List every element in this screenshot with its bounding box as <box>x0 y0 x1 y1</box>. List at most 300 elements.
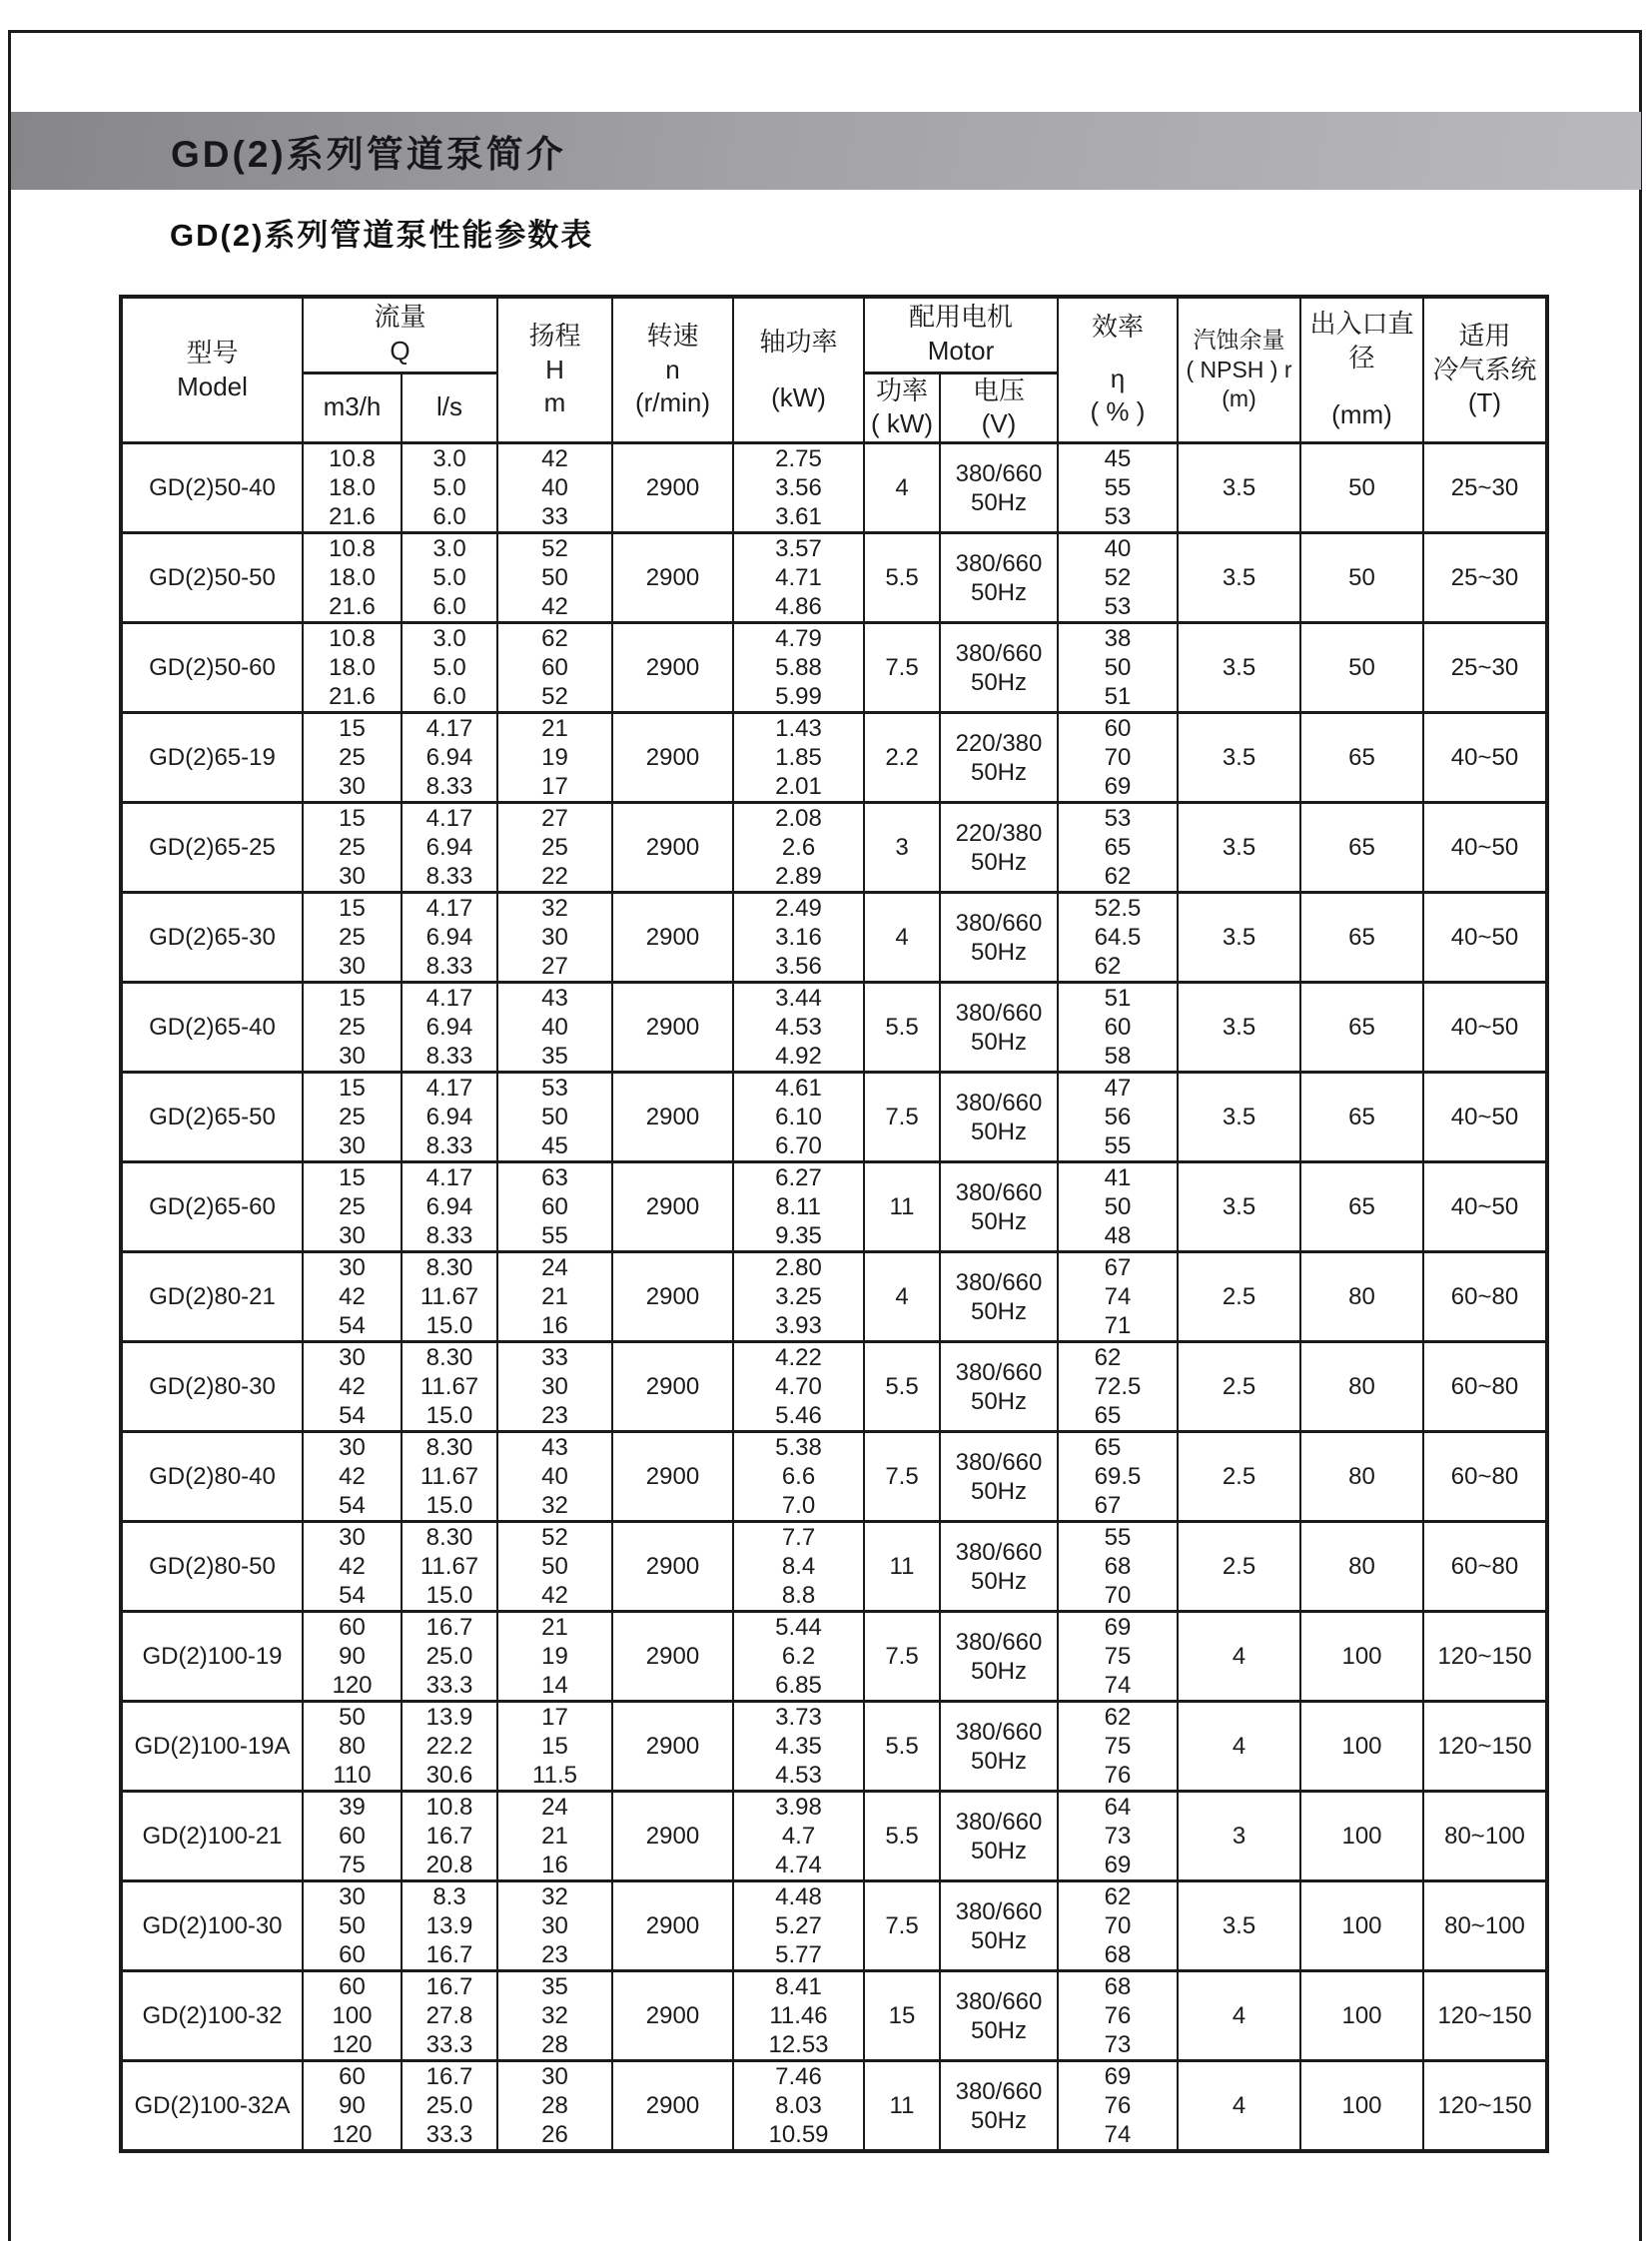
cell-head-line: 42 <box>541 1582 568 1610</box>
cell-flow-m3h-line: 30 <box>339 1344 366 1372</box>
cell-head <box>497 1971 612 2061</box>
cell-efficiency <box>1058 1522 1178 1612</box>
cell-shaft-power-line: 2.6 <box>781 834 816 862</box>
cell-model: GD(2)65-19 <box>121 713 303 803</box>
cell-efficiency-line: 55 <box>1104 1524 1132 1552</box>
cell-shaft-power-line: 3.57 <box>775 535 822 563</box>
cell-shaft-power <box>733 533 864 623</box>
cell-flow-m3h-line: 60 <box>339 1614 366 1642</box>
cell-efficiency-line: 67 <box>1094 1492 1122 1520</box>
cell-flow-m3h <box>303 443 402 533</box>
cell-efficiency-line: 55 <box>1104 474 1132 502</box>
cell-shaft-power-line: 5.38 <box>775 1434 822 1462</box>
cell-flow-ls <box>402 983 497 1073</box>
cell-shaft-power <box>733 893 864 983</box>
cell-npsh: 3.5 <box>1178 1881 1300 1971</box>
cell-head <box>497 533 612 623</box>
cell-flow-ls <box>402 533 497 623</box>
cell-application-range: 80~100 <box>1423 1792 1547 1881</box>
cell-flow-ls-line: 5.0 <box>432 654 466 682</box>
cell-flow-m3h <box>303 713 402 803</box>
cell-flow-m3h-line: 18.0 <box>329 474 376 502</box>
table-row <box>121 623 1547 713</box>
cell-motor-power: 7.5 <box>864 623 940 713</box>
cell-efficiency <box>1058 533 1178 623</box>
cell-head-line: 22 <box>541 863 568 891</box>
cell-voltage-line: 50Hz <box>970 1387 1028 1415</box>
cell-head-line: 17 <box>541 773 568 801</box>
cell-voltage-line: 380/660 <box>955 1628 1043 1656</box>
cell-application-range: 40~50 <box>1423 893 1547 983</box>
cell-head-line: 62 <box>541 625 568 653</box>
cell-flow-ls <box>402 1342 497 1432</box>
cell-head-line: 28 <box>541 2031 568 2059</box>
cell-shaft-power <box>733 983 864 1073</box>
cell-efficiency-line: 76 <box>1104 2092 1132 2120</box>
cell-shaft-power <box>733 1342 864 1432</box>
cell-head <box>497 803 612 893</box>
cell-shaft-power <box>733 1612 864 1702</box>
cell-motor-power: 3 <box>864 803 940 893</box>
cell-voltage-line: 50Hz <box>970 2016 1028 2044</box>
cell-speed: 2900 <box>612 713 733 803</box>
cell-flow-ls-line: 11.67 <box>419 1553 479 1581</box>
cell-flow-m3h-line: 50 <box>339 1704 366 1732</box>
cell-motor-power: 7.5 <box>864 1432 940 1522</box>
cell-efficiency-line: 74 <box>1104 1283 1132 1311</box>
cell-flow-ls <box>402 1971 497 2061</box>
cell-head-line: 15 <box>541 1733 568 1761</box>
col-header-flow-zh: 流量 <box>374 302 426 333</box>
col-header-eff-symbol: η <box>1110 363 1126 393</box>
cell-flow-ls-line: 13.9 <box>425 1912 473 1940</box>
col-header-npsh <box>1178 297 1300 443</box>
cell-shaft-power-line: 4.53 <box>775 1014 822 1042</box>
cell-efficiency <box>1058 1971 1178 2061</box>
col-header-dia-zh: 出入口直径 <box>1309 308 1414 373</box>
cell-efficiency <box>1058 1612 1178 1702</box>
cell-flow-ls-line: 15.0 <box>425 1312 473 1340</box>
cell-flow-ls-line: 8.30 <box>425 1344 473 1372</box>
cell-efficiency-line: 75 <box>1104 1643 1132 1671</box>
cell-efficiency-line: 69 <box>1104 1852 1132 1879</box>
cell-shaft-power-line: 9.35 <box>775 1222 822 1250</box>
cell-efficiency <box>1058 1073 1178 1162</box>
cell-efficiency-line: 48 <box>1104 1222 1132 1250</box>
cell-flow-ls-line: 4.17 <box>425 895 473 923</box>
cell-efficiency-line: 76 <box>1104 1762 1132 1790</box>
cell-voltage-line: 220/380 <box>955 729 1043 757</box>
cell-npsh: 3.5 <box>1178 533 1300 623</box>
cell-flow-ls-line: 8.30 <box>425 1524 473 1552</box>
cell-voltage <box>940 1342 1058 1432</box>
table-row <box>121 713 1547 803</box>
cell-shaft-power <box>733 1252 864 1342</box>
cell-shaft-power-line: 5.88 <box>775 654 822 682</box>
cell-shaft-power-line: 8.11 <box>776 1193 821 1221</box>
cell-efficiency-line: 70 <box>1104 1582 1132 1610</box>
cell-head-line: 60 <box>541 654 568 682</box>
cell-shaft-power <box>733 1702 864 1792</box>
cell-flow-ls-line: 33.3 <box>425 1672 473 1700</box>
table-row <box>121 1792 1547 1881</box>
cell-head-line: 14 <box>541 1672 568 1700</box>
cell-efficiency-line: 64 <box>1104 1794 1132 1822</box>
cell-application-range: 40~50 <box>1423 983 1547 1073</box>
cell-head <box>497 1342 612 1432</box>
cell-efficiency <box>1058 803 1178 893</box>
cell-efficiency <box>1058 713 1178 803</box>
cell-voltage <box>940 1702 1058 1792</box>
col-header-diameter <box>1300 297 1423 443</box>
cell-shaft-power-line: 4.79 <box>775 625 822 653</box>
cell-motor-power: 7.5 <box>864 1881 940 1971</box>
cell-diameter: 65 <box>1300 1162 1423 1252</box>
cell-voltage-line: 380/660 <box>955 1538 1043 1566</box>
col-header-app-zh1: 适用 <box>1458 320 1511 351</box>
cell-motor-power: 2.2 <box>864 713 940 803</box>
cell-model: GD(2)80-30 <box>121 1342 303 1432</box>
cell-speed: 2900 <box>612 983 733 1073</box>
cell-flow-ls-line: 16.7 <box>425 1823 473 1851</box>
cell-speed: 2900 <box>612 1881 733 1971</box>
cell-efficiency-line: 65 <box>1104 834 1132 862</box>
cell-voltage-line: 50Hz <box>970 668 1028 696</box>
cell-efficiency-line: 56 <box>1104 1104 1132 1131</box>
cell-flow-m3h-line: 54 <box>339 1582 366 1610</box>
cell-head-line: 16 <box>541 1852 568 1879</box>
table-row <box>121 1162 1547 1252</box>
cell-flow-m3h-line: 18.0 <box>329 654 376 682</box>
cell-flow-ls-line: 10.8 <box>425 1794 473 1822</box>
cell-flow-ls-line: 3.0 <box>432 535 466 563</box>
cell-shaft-power-line: 2.80 <box>775 1254 822 1282</box>
col-header-model <box>121 297 303 443</box>
cell-efficiency <box>1058 1252 1178 1342</box>
cell-voltage <box>940 713 1058 803</box>
cell-shaft-power-line: 6.10 <box>775 1104 822 1131</box>
cell-flow-ls-line: 11.67 <box>419 1373 479 1401</box>
cell-head-line: 11.5 <box>532 1762 577 1790</box>
cell-head-line: 53 <box>541 1075 568 1103</box>
cell-head <box>497 1252 612 1342</box>
cell-voltage <box>940 1971 1058 2061</box>
cell-flow-m3h-line: 110 <box>333 1762 372 1790</box>
cell-shaft-power <box>733 623 864 713</box>
cell-model: GD(2)80-40 <box>121 1432 303 1522</box>
cell-model: GD(2)65-60 <box>121 1162 303 1252</box>
cell-flow-m3h-line: 60 <box>339 1941 366 1969</box>
cell-flow-ls-line: 8.33 <box>425 863 473 891</box>
cell-efficiency-line: 38 <box>1104 625 1132 653</box>
cell-head-line: 42 <box>541 593 568 621</box>
cell-flow-ls-line: 27.8 <box>425 2002 473 2030</box>
cell-efficiency-line: 65 <box>1094 1434 1122 1462</box>
cell-model: GD(2)100-21 <box>121 1792 303 1881</box>
cell-flow-ls <box>402 1162 497 1252</box>
cell-application-range: 80~100 <box>1423 1881 1547 1971</box>
cell-flow-ls-line: 8.30 <box>425 1434 473 1462</box>
col-header-motor-power <box>864 373 940 443</box>
cell-flow-ls-line: 6.94 <box>425 1193 473 1221</box>
cell-flow-ls <box>402 1252 497 1342</box>
cell-voltage <box>940 1073 1058 1162</box>
table-row <box>121 2061 1547 2152</box>
cell-motor-power: 15 <box>864 1971 940 2061</box>
table-row <box>121 533 1547 623</box>
cell-model: GD(2)65-40 <box>121 983 303 1073</box>
cell-efficiency <box>1058 623 1178 713</box>
col-header-model-en: Model <box>177 371 248 401</box>
cell-speed: 2900 <box>612 1612 733 1702</box>
cell-voltage-line: 50Hz <box>970 578 1028 606</box>
cell-efficiency-line: 62 <box>1094 1344 1122 1372</box>
cell-shaft-power-line: 4.92 <box>775 1043 822 1071</box>
cell-flow-ls-line: 16.7 <box>425 1614 473 1642</box>
cell-application-range: 120~150 <box>1423 2061 1547 2152</box>
cell-shaft-power-line: 8.41 <box>775 1973 822 2001</box>
cell-flow-m3h <box>303 1702 402 1792</box>
cell-voltage-line: 50Hz <box>970 848 1028 876</box>
cell-flow-ls-line: 15.0 <box>425 1402 473 1430</box>
cell-application-range: 40~50 <box>1423 803 1547 893</box>
cell-flow-m3h-line: 30 <box>339 1043 366 1071</box>
cell-flow-ls-line: 3.0 <box>432 625 466 653</box>
cell-diameter: 65 <box>1300 1073 1423 1162</box>
cell-flow-m3h-line: 25 <box>339 834 366 862</box>
cell-voltage-line: 380/660 <box>955 1268 1043 1296</box>
cell-shaft-power-line: 3.44 <box>775 985 822 1013</box>
cell-shaft-power-line: 5.77 <box>775 1941 822 1969</box>
cell-efficiency-line: 50 <box>1104 1193 1132 1221</box>
cell-flow-ls-line: 4.17 <box>425 805 473 833</box>
cell-flow-m3h-line: 60 <box>339 1823 366 1851</box>
cell-head-line: 33 <box>541 503 568 531</box>
cell-diameter: 80 <box>1300 1252 1423 1342</box>
cell-flow-ls-line: 4.17 <box>425 1075 473 1103</box>
cell-head-line: 43 <box>541 1434 568 1462</box>
cell-shaft-power-line: 4.35 <box>775 1733 822 1761</box>
cell-diameter: 50 <box>1300 533 1423 623</box>
cell-flow-ls <box>402 2061 497 2152</box>
pump-spec-table <box>119 295 1549 2153</box>
cell-voltage <box>940 1612 1058 1702</box>
cell-flow-ls <box>402 1612 497 1702</box>
cell-model: GD(2)50-40 <box>121 443 303 533</box>
cell-voltage-line: 380/660 <box>955 1718 1043 1746</box>
cell-speed: 2900 <box>612 533 733 623</box>
cell-flow-ls <box>402 1702 497 1792</box>
col-header-head-unit: m <box>543 387 566 418</box>
cell-flow-m3h-line: 30 <box>339 1222 366 1250</box>
cell-diameter: 50 <box>1300 443 1423 533</box>
cell-diameter: 100 <box>1300 2061 1423 2152</box>
cell-voltage-line: 380/660 <box>955 2077 1043 2105</box>
cell-shaft-power-line: 4.86 <box>775 593 822 621</box>
cell-efficiency-line: 53 <box>1104 503 1132 531</box>
cell-head-line: 50 <box>541 564 568 592</box>
cell-voltage <box>940 443 1058 533</box>
cell-flow-m3h-line: 25 <box>339 1193 366 1221</box>
cell-shaft-power-line: 6.2 <box>781 1643 816 1671</box>
col-header-flow <box>303 297 497 373</box>
cell-efficiency-line: 62 <box>1104 863 1132 891</box>
cell-voltage-line: 50Hz <box>970 1657 1028 1685</box>
cell-application-range: 25~30 <box>1423 533 1547 623</box>
cell-flow-m3h-line: 10.8 <box>329 625 376 653</box>
cell-shaft-power <box>733 1881 864 1971</box>
cell-head <box>497 1702 612 1792</box>
cell-shaft-power-line: 1.85 <box>775 744 822 772</box>
cell-flow-ls-line: 16.7 <box>425 1941 473 1969</box>
cell-shaft-power-line: 7.0 <box>781 1492 816 1520</box>
cell-application-range: 60~80 <box>1423 1522 1547 1612</box>
cell-flow-m3h <box>303 983 402 1073</box>
cell-application-range: 25~30 <box>1423 623 1547 713</box>
cell-motor-power: 11 <box>864 1522 940 1612</box>
cell-efficiency-line: 47 <box>1104 1075 1132 1103</box>
cell-head-line: 26 <box>541 2121 568 2149</box>
cell-head-line: 40 <box>541 474 568 502</box>
table-row <box>121 1702 1547 1792</box>
cell-head-line: 21 <box>541 1283 568 1311</box>
cell-shaft-power <box>733 713 864 803</box>
cell-flow-ls-line: 25.0 <box>425 1643 473 1671</box>
cell-flow-ls-line: 25.0 <box>425 2092 473 2120</box>
table-row <box>121 893 1547 983</box>
cell-speed: 2900 <box>612 803 733 893</box>
col-header-dia-unit: (mm) <box>1331 399 1392 430</box>
cell-npsh: 3.5 <box>1178 893 1300 983</box>
cell-flow-m3h <box>303 623 402 713</box>
cell-flow-m3h-line: 21.6 <box>329 593 376 621</box>
cell-flow-ls-line: 33.3 <box>425 2121 473 2149</box>
col-header-shaft-unit: (kW) <box>771 381 826 412</box>
cell-efficiency <box>1058 1162 1178 1252</box>
cell-flow-m3h-line: 21.6 <box>329 503 376 531</box>
col-header-flow-m3h: m3/h <box>303 373 402 443</box>
cell-head <box>497 713 612 803</box>
cell-flow-ls-line: 6.0 <box>432 683 466 711</box>
cell-flow-m3h-line: 30 <box>339 1883 366 1911</box>
cell-flow-m3h-line: 10.8 <box>329 445 376 473</box>
cell-speed: 2900 <box>612 1702 733 1792</box>
cell-flow-ls <box>402 1073 497 1162</box>
cell-efficiency <box>1058 443 1178 533</box>
cell-model: GD(2)80-21 <box>121 1252 303 1342</box>
cell-head-line: 32 <box>541 1492 568 1520</box>
cell-shaft-power-line: 5.99 <box>775 683 822 711</box>
cell-shaft-power-line: 2.08 <box>775 805 822 833</box>
cell-npsh: 3.5 <box>1178 623 1300 713</box>
cell-speed: 2900 <box>612 1162 733 1252</box>
cell-flow-ls-line: 8.30 <box>425 1254 473 1282</box>
cell-shaft-power-line: 8.03 <box>775 2092 822 2120</box>
cell-efficiency-line: 53 <box>1104 593 1132 621</box>
cell-voltage-line: 380/660 <box>955 549 1043 577</box>
cell-flow-m3h-line: 25 <box>339 1104 366 1131</box>
cell-head <box>497 1881 612 1971</box>
cell-flow-m3h-line: 15 <box>339 805 366 833</box>
cell-voltage-line: 380/660 <box>955 1358 1043 1386</box>
cell-flow-m3h-line: 30 <box>339 773 366 801</box>
cell-head-line: 21 <box>541 1614 568 1642</box>
cell-flow-ls-line: 8.33 <box>425 773 473 801</box>
cell-shaft-power-line: 3.56 <box>775 474 822 502</box>
cell-flow-m3h-line: 54 <box>339 1492 366 1520</box>
cell-efficiency-line: 65 <box>1094 1402 1122 1430</box>
cell-voltage <box>940 803 1058 893</box>
col-header-head-symbol: H <box>545 354 564 384</box>
cell-shaft-power <box>733 1432 864 1522</box>
cell-head-line: 27 <box>541 953 568 981</box>
cell-flow-ls-line: 6.94 <box>425 924 473 952</box>
cell-flow-m3h <box>303 1792 402 1881</box>
cell-flow-ls-line: 15.0 <box>425 1582 473 1610</box>
cell-voltage-line: 380/660 <box>955 1987 1043 2015</box>
cell-head-line: 32 <box>541 895 568 923</box>
cell-flow-m3h-line: 60 <box>339 2063 366 2091</box>
cell-voltage-line: 50Hz <box>970 758 1028 786</box>
cell-model: GD(2)50-50 <box>121 533 303 623</box>
cell-speed: 2900 <box>612 2061 733 2152</box>
cell-head-line: 25 <box>541 834 568 862</box>
cell-efficiency-line: 74 <box>1104 2121 1132 2149</box>
col-header-npsh-en: ( NPSH ) r <box>1186 356 1292 382</box>
cell-voltage-line: 380/660 <box>955 1089 1043 1117</box>
cell-efficiency-line: 45 <box>1104 445 1132 473</box>
cell-flow-ls-line: 8.33 <box>425 1222 473 1250</box>
cell-head <box>497 2061 612 2152</box>
col-header-speed <box>612 297 733 443</box>
cell-flow-ls <box>402 1881 497 1971</box>
cell-flow-m3h-line: 42 <box>339 1463 366 1491</box>
cell-flow-m3h-line: 60 <box>339 1973 366 2001</box>
cell-efficiency-line: 55 <box>1104 1132 1132 1160</box>
cell-efficiency-line: 51 <box>1104 683 1132 711</box>
cell-flow-m3h-line: 30 <box>339 1524 366 1552</box>
cell-head-line: 63 <box>541 1164 568 1192</box>
cell-shaft-power-line: 3.25 <box>775 1283 822 1311</box>
cell-voltage-line: 380/660 <box>955 459 1043 487</box>
cell-flow-m3h-line: 25 <box>339 924 366 952</box>
cell-shaft-power <box>733 1971 864 2061</box>
section-banner <box>11 112 1641 190</box>
cell-flow-ls-line: 20.8 <box>425 1852 473 1879</box>
cell-flow-m3h-line: 15 <box>339 1075 366 1103</box>
cell-voltage-line: 380/660 <box>955 1897 1043 1925</box>
cell-speed: 2900 <box>612 443 733 533</box>
cell-head-line: 43 <box>541 985 568 1013</box>
cell-efficiency-line: 69 <box>1104 1614 1132 1642</box>
cell-diameter: 65 <box>1300 983 1423 1073</box>
cell-head <box>497 443 612 533</box>
cell-voltage-line: 50Hz <box>970 1118 1028 1145</box>
col-header-application <box>1423 297 1547 443</box>
cell-flow-ls-line: 8.33 <box>425 1043 473 1071</box>
cell-efficiency-line: 75 <box>1104 1733 1132 1761</box>
cell-flow-m3h <box>303 1252 402 1342</box>
cell-shaft-power-line: 3.61 <box>775 503 822 531</box>
cell-speed: 2900 <box>612 1432 733 1522</box>
cell-head-line: 45 <box>541 1132 568 1160</box>
cell-efficiency <box>1058 983 1178 1073</box>
cell-efficiency-line: 68 <box>1104 1553 1132 1581</box>
cell-npsh: 3 <box>1178 1792 1300 1881</box>
cell-shaft-power-line: 5.44 <box>775 1614 822 1642</box>
cell-efficiency <box>1058 1881 1178 1971</box>
cell-shaft-power-line: 5.46 <box>775 1402 822 1430</box>
